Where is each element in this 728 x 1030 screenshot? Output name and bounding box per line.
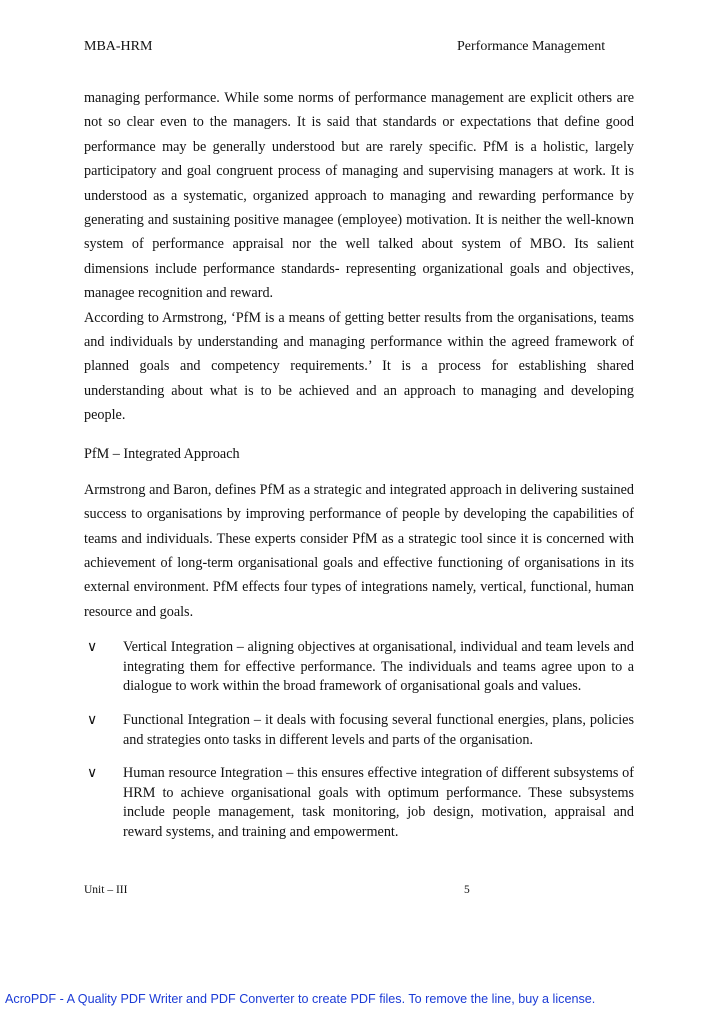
list-item-text: Human resource Integration – this ensures effective integration of different subsystems of HRM to achieve organisational goals with optimum performance. These subsystems include people management, task monitoring, job design, motivation, appraisal and reward systems, and training and empowerment. bbox=[123, 765, 634, 840]
paragraph-armstrong-baron: Armstrong and Baron, defines PfM as a strategic and integrated approach in delivering sustained success to organisations by improving performance of people by developing the capabilities of teams and individuals. These experts consider PfM as a strategic tool since it is concerned with achievement of long-term organisational goals and effective functioning of organisations in its external environment. PfM effects four types of integrations namely, vertical, functional, human resource and goals. bbox=[84, 481, 634, 620]
list-item bbox=[84, 711, 634, 750]
bullet-check-icon: ∨ bbox=[87, 765, 98, 782]
header-course-title: MBA-HRM bbox=[84, 39, 153, 54]
bullet-check-icon: ∨ bbox=[87, 639, 98, 656]
list-item-text: Functional Integration – it deals with focusing several functional energies, plans, policies and strategies onto tasks in different levels and parts of the organisation. bbox=[123, 711, 634, 748]
bullet-check-icon: ∨ bbox=[87, 711, 98, 728]
header-subject-title: Performance Management bbox=[457, 39, 606, 54]
section-heading: PfM – Integrated Approach bbox=[84, 445, 240, 462]
list-item bbox=[84, 764, 634, 842]
paragraph-armstrong-definition: According to Armstrong, ‘PfM is a means of getting better results from the organisations, teams and individuals by understanding and managing performance within the agreed framework of planned goals and competency requirements.’ It is a process for establishing shared understanding about what is to be achieved and an approach to managing and developing people. bbox=[84, 309, 634, 424]
document-body bbox=[84, 86, 634, 856]
converter-watermark: AcroPDF - A Quality PDF Writer and PDF Converter to create PDF files. To remove the line, buy a license. bbox=[5, 992, 596, 1006]
list-item-text: Vertical Integration – aligning objectives at organisational, individual and team levels and integrating them for effective performance. The individuals and teams agree upon to a dialogue to work within the broad framework of organisational goals and values. bbox=[123, 639, 634, 695]
paragraph-managing-performance: managing performance. While some norms of performance management are explicit others are not so clear even to the managers. It is said that standards or expectations that define good performance may be generally understood but are rarely specific. PfM is a holistic, largely participatory and goal congruent process of managing and supervising managers at work. It is understood as a systematic, organized approach to managing and rewarding performance by generating and sustaining positive managee (employee) motivation. It is neither the well-known system of performance appraisal nor the well talked about system of MBO. Its salient dimensions include performance standards- representing organizational goals and objectives, managee recognition and reward. bbox=[84, 90, 634, 302]
page-number: 5 bbox=[464, 884, 470, 896]
footer-unit-label: Unit – III bbox=[84, 884, 128, 896]
integration-list bbox=[84, 638, 634, 842]
list-item bbox=[84, 638, 634, 697]
